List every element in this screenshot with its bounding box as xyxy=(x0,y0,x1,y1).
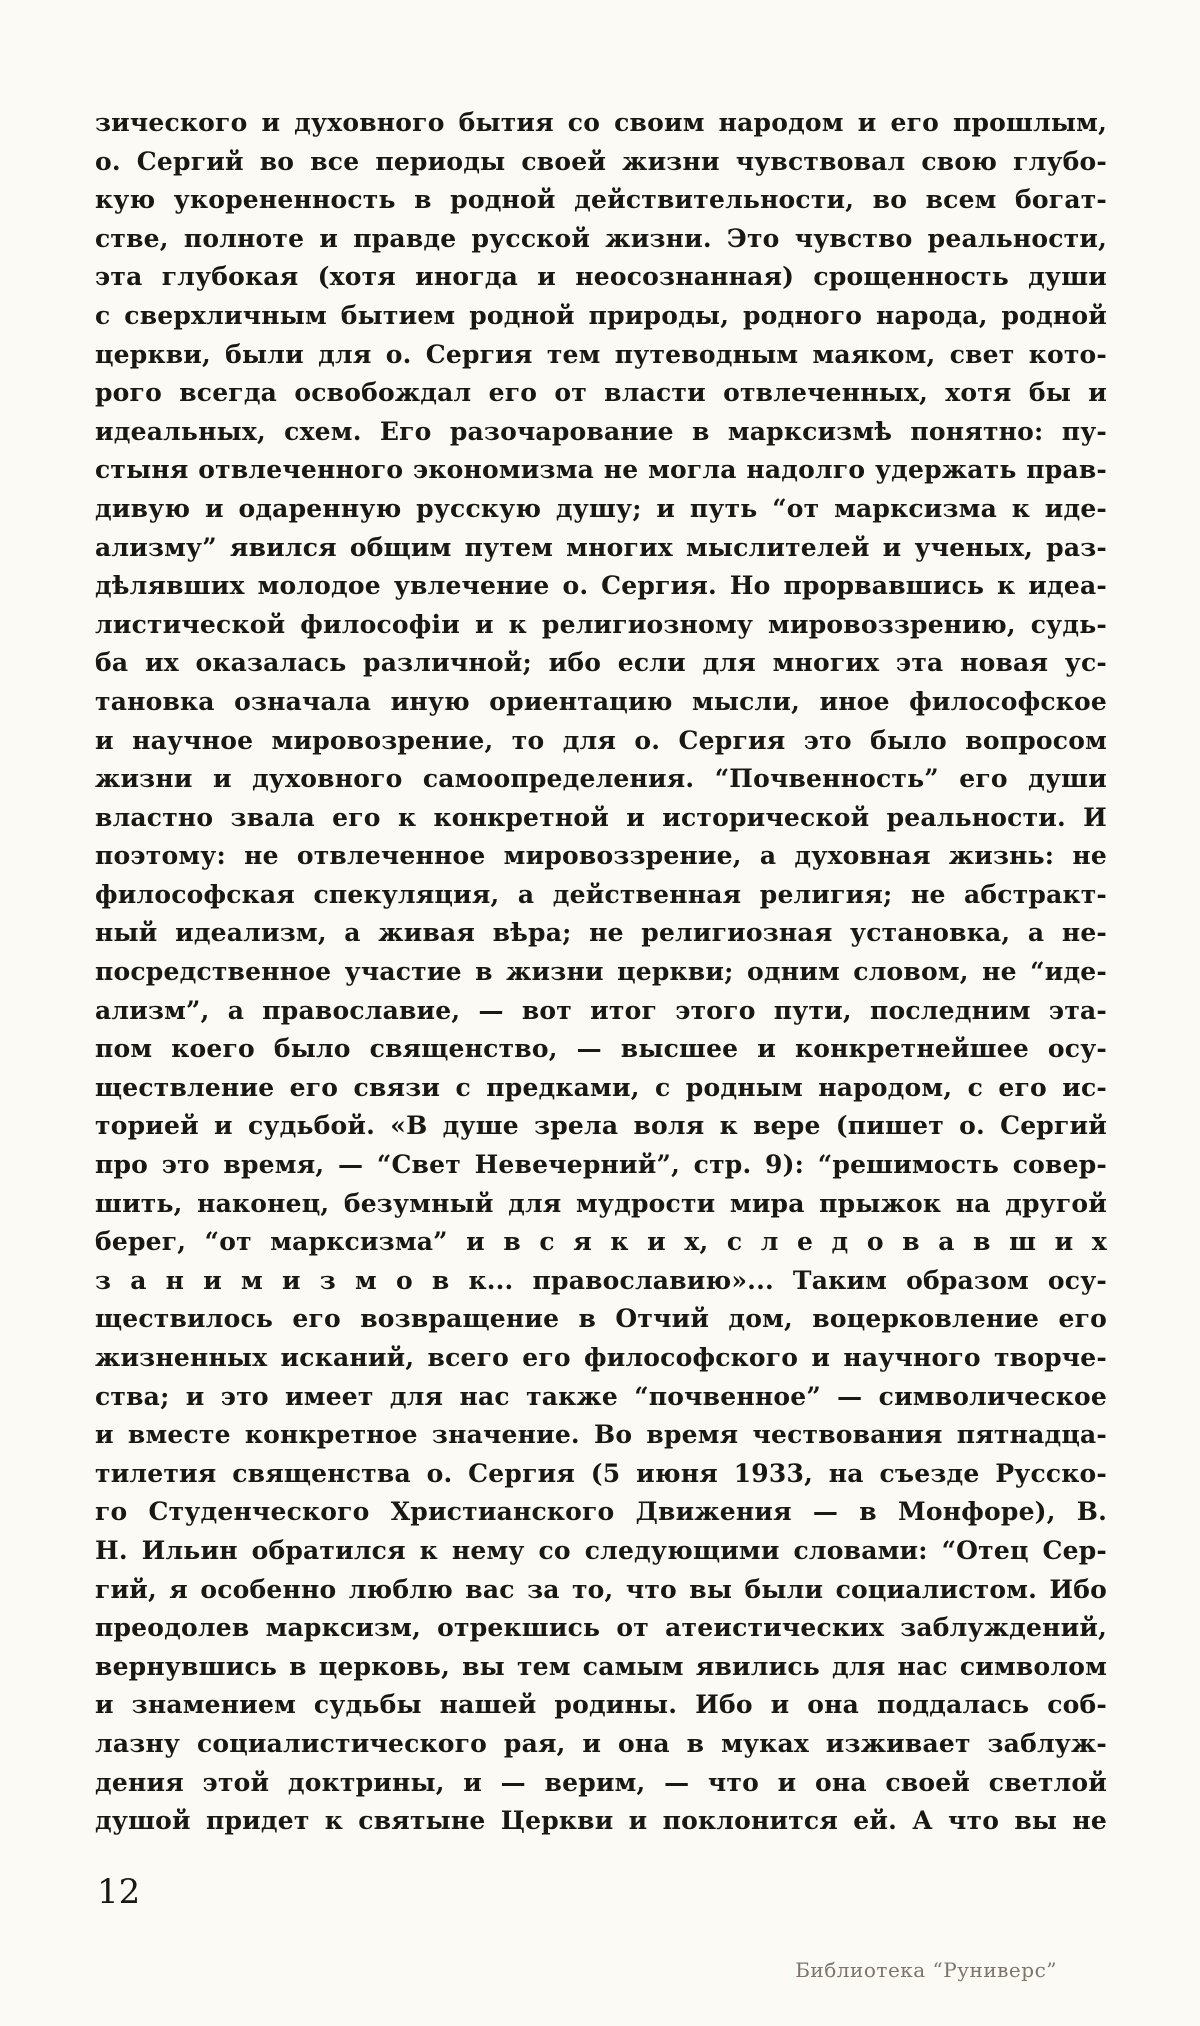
text-line: гий, я особенно люблю вас за то, что вы были социалистом. Ибо xyxy=(95,1574,1107,1604)
text-line: го Студенческого Христианского Движения — в Монфоре), В. xyxy=(95,1497,1107,1527)
text-line: эта глубокая (хотя иногда и неосознанная) срощенность души xyxy=(95,262,1107,292)
text-line: посредственное участие в жизни церкви; одним словом, не “иде- xyxy=(95,957,1107,987)
text-line: ализм”, а православие, — вот итог этого пути, последним эта- xyxy=(95,995,1107,1025)
text-line: шить, наконец, безумный для мудрости мира прыжок на другой xyxy=(95,1188,1107,1218)
text-line: лазну социалистического рая, и она в муках изживает заблуж- xyxy=(95,1728,1107,1758)
text-line: рого всегда освобождал его от власти отвлеченных, хотя бы и xyxy=(95,378,1107,408)
text-line: преодолев марксизм, отрекшись от атеистических заблуждений, xyxy=(95,1613,1107,1643)
text-line: тилетия священства о. Сергия (5 июня 1933, на съезде Русско- xyxy=(95,1458,1107,1488)
text-line: церкви, были для о. Сергия тем путеводным маяком, свет кото- xyxy=(95,339,1107,369)
text-line: торией и судьбой. «В душе зрела воля к вере (пишет о. Сергий xyxy=(95,1111,1107,1141)
text-line: ществление его связи с предками, с родным народом, с его ис- xyxy=(95,1072,1107,1102)
text-line: ба их оказалась различной; ибо если для многих эта новая ус- xyxy=(95,648,1107,678)
text-line: вернувшись в церковь, вы тем самым явились для нас символом xyxy=(95,1651,1107,1681)
text-line: и вместе конкретное значение. Во время чествования пятнадца- xyxy=(95,1420,1107,1450)
text-line: идеальных, схем. Его разочарование в марксизмѣ понятно: пу- xyxy=(95,416,1107,446)
text-line: душой придет к святыне Церкви и поклонится ей. А что вы не xyxy=(95,1806,1107,1836)
page-number: 12 xyxy=(97,1872,141,1912)
text-line: пом коего было священство, — высшее и конкретнейшее осу- xyxy=(95,1034,1107,1064)
text-line: ализму” явился общим путем многих мыслителей и ученых, раз- xyxy=(95,532,1107,562)
text-line: дивую и одаренную русскую душу; и путь “от марксизма к иде- xyxy=(95,493,1107,523)
text-line: кую укорененность в родной действительности, во всем богат- xyxy=(95,185,1107,215)
text-line: з а н и м и з м о в к... православию»... Таким образом осу- xyxy=(95,1265,1107,1295)
text-line: поэтому: не отвлеченное мировоззрение, а духовная жизнь: не xyxy=(95,841,1107,871)
text-line: властно звала его к конкретной и исторической реальности. И xyxy=(95,802,1107,832)
text-line: зического и духовного бытия со своим народом и его прошлым, xyxy=(95,108,1107,137)
text-line: ществилось его возвращение в Отчий дом, воцерковление его xyxy=(95,1304,1107,1334)
text-line: Н. Ильин обратился к нему со следующими словами: “Отец Сер- xyxy=(95,1535,1107,1565)
text-line: тановка означала иную ориентацию мысли, иное философское xyxy=(95,686,1107,716)
text-line: и научное мировозрение, то для о. Сергия это было вопросом xyxy=(95,725,1107,755)
body-text xyxy=(95,104,1107,1841)
text-line: стве, полноте и правде русской жизни. Это чувство реальности, xyxy=(95,223,1107,253)
text-line: дения этой доктрины, и — верим, — что и она своей светлой xyxy=(95,1767,1107,1797)
text-line: листической философіи и к религиозному мировоззрению, судь- xyxy=(95,609,1107,639)
text-line: стыня отвлеченного экономизма не могла надолго удержать прав- xyxy=(95,455,1107,485)
text-line: про это время, — “Свет Невечерний”, стр. 9): “решимость совер- xyxy=(95,1150,1107,1180)
text-line: с сверхличным бытием родной природы, родного народа, родной xyxy=(95,300,1107,330)
text-line: философская спекуляция, а действенная религия; не абстракт- xyxy=(95,879,1107,909)
text-line: жизни и духовного самоопределения. “Почвенность” его души xyxy=(95,764,1107,794)
text-line: о. Сергий во все периоды своей жизни чувствовал свою глубо- xyxy=(95,146,1107,176)
library-watermark: Библиотека “Руниверс” xyxy=(795,1958,1057,1982)
text-line: и знамением судьбы нашей родины. Ибо и она поддалась соб- xyxy=(95,1690,1107,1720)
text-line: берег, “от марксизма” и в с я к и х, с л е д о в а в ш и х xyxy=(95,1227,1107,1257)
text-line: дѣлявших молодое увлечение о. Сергия. Но прорвавшись к идеа- xyxy=(95,571,1107,601)
text-line: ный идеализм, а живая вѣра; не религиозная установка, а не- xyxy=(95,918,1107,948)
text-line: жизненных исканий, всего его философского и научного творче- xyxy=(95,1343,1107,1372)
text-line: ства; и это имеет для нас также “почвенное” — символическое xyxy=(95,1381,1107,1411)
